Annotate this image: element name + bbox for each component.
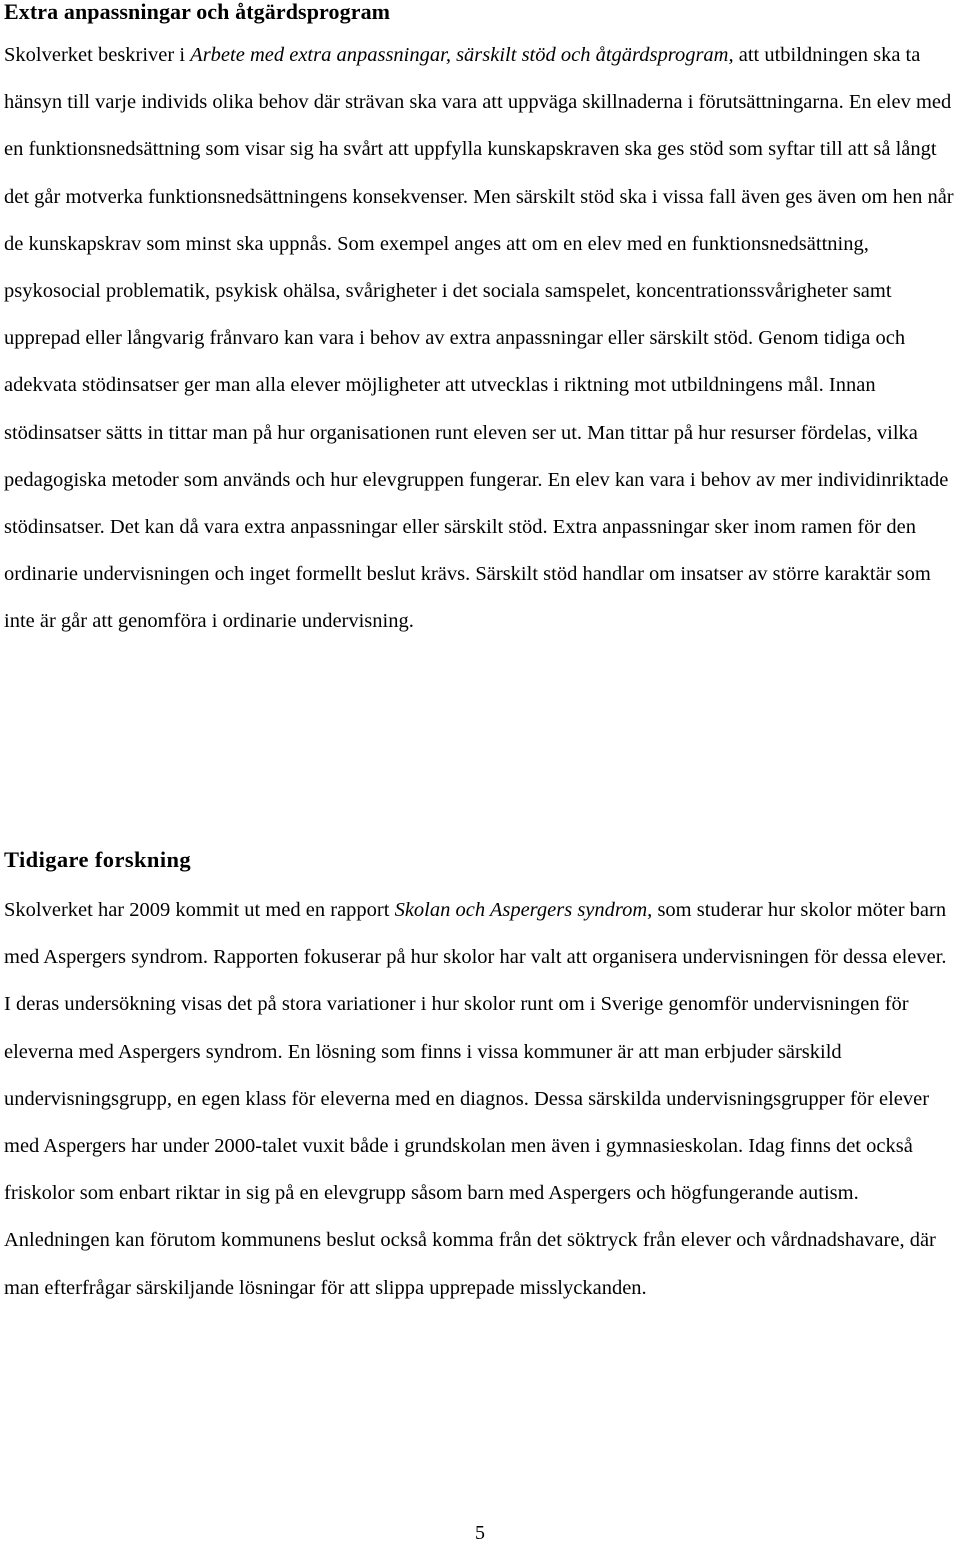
report-title-italic: Skolan och Aspergers syndrom, xyxy=(394,899,653,921)
page-number: 5 xyxy=(475,1522,485,1544)
section-paragraph-extra-anpassningar xyxy=(4,32,956,646)
section-paragraph-tidigare-forskning xyxy=(4,887,958,1312)
paragraph-text-run: Skolverket har 2009 kommit ut med en rapport xyxy=(4,899,395,921)
paragraph-text-run: Skolverket beskriver i xyxy=(4,44,191,66)
section-heading-extra-anpassningar: Extra anpassningar och åtgärdsprogram xyxy=(4,0,391,24)
paragraph-text-run: som studerar hur skolor möter barn med Aspergers syndrom. Rapporten fokuserar på hur skolor har valt att organisera undervisningen för dessa elever. I deras undersökning visas det på stora variationer i hur skolor runt om i Sverige genomför undervisningen för eleverna med Aspergers syndrom. En lösning som finns i vissa kommuner är att man erbjuder särskild undervisningsgrupp, en egen klass för eleverna med en diagnos. Dessa särskilda undervisningsgrupper för elever med Aspergers har under 2000-talet vuxit både i grundskolan men även i gymnasieskolan. Idag finns det också friskolor som enbart riktar in sig på en elevgrupp såsom barn med Aspergers och högfungerande autism. Anledningen kan förutom kommunens beslut också komma från det söktryck från elever och vårdnadshavare, där man efterfrågar särskiljande lösningar för att slippa upprepade misslyckanden. xyxy=(4,899,947,1299)
report-title-italic: Arbete med extra anpassningar, särskilt stöd och åtgärdsprogram, xyxy=(190,44,734,66)
paragraph-text-run: att utbildningen ska ta hänsyn till varje individs olika behov där strävan ska vara att uppväga skillnaderna i förutsättningarna. En elev med en funktionsnedsättning som visar sig ha svårt att uppfylla kunskapskraven ska ges stöd som syftar till att så långt det går motverka funktionsnedsättningens konsekvenser. Men särskilt stöd ska i vissa fall även ges även om hen når de kunskapskrav som minst ska uppnås. Som exempel anges att om en elev med en funktionsnedsättning, psykosocial problematik, psykisk ohälsa, svårigheter i det sociala samspelet, koncentrationssvårigheter samt upprepad eller långvarig frånvaro kan vara i behov av extra anpassningar eller särskilt stöd. Genom tidiga och adekvata stödinsatser ger man alla elever möjligheter att utvecklas i riktning mot utbildningens mål. Innan stödinsatser sätts in tittar man på hur organisationen runt eleven ser ut. Man tittar på hur resurser fördelas, vilka pedagogiska metoder som används och hur elevgruppen fungerar. En elev kan vara i behov av mer individinriktade stödinsatser. Det kan då vara extra anpassningar eller särskilt stöd. Extra anpassningar sker inom ramen för den ordinarie undervisningen och inget formellt beslut krävs. Särskilt stöd handlar om insatser av större karaktär som inte är går att genomföra i ordinarie undervisning. xyxy=(4,44,954,633)
section-heading-tidigare-forskning: Tidigare forskning xyxy=(4,847,192,872)
page-content xyxy=(4,0,956,1299)
